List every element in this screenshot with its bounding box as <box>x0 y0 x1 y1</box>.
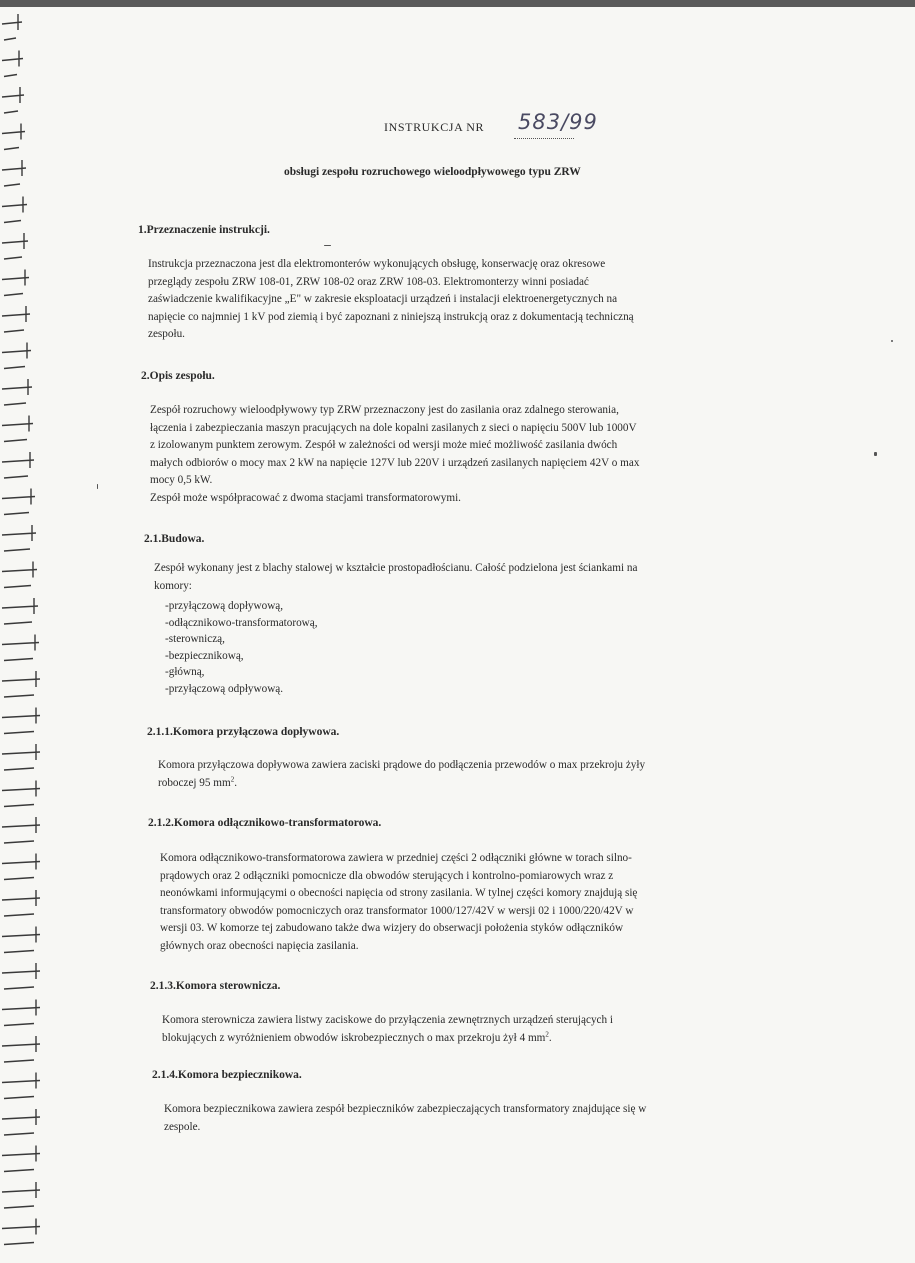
text-line: zespołu. <box>148 328 185 341</box>
paragraph-control-chamber <box>162 1012 613 1047</box>
text-line: wersji 03. W komorze tej zabudowano także dwa wizjery do obserwacji położenia styków odłączników <box>160 922 624 935</box>
scan-speck <box>874 452 877 456</box>
number-dotted-line <box>514 138 574 139</box>
text-fragment: roboczej 95 mm <box>158 776 231 789</box>
text-line: zespole. <box>164 1120 201 1133</box>
heading-supply-chamber: 2.1.1.Komora przyłączowa dopływowa. <box>147 726 340 738</box>
text-fragment: . <box>234 776 237 789</box>
text-line: Komora przyłączowa dopływowa zawiera zaciski prądowe do podłączenia przewodów o max przekroju żyły <box>158 759 646 771</box>
heading-control-chamber: 2.1.3.Komora sterownicza. <box>150 980 281 992</box>
paragraph-purpose <box>148 256 634 344</box>
paragraph-fuse-chamber <box>164 1101 646 1136</box>
chamber-list <box>165 598 318 698</box>
text-line: prądowych oraz 2 odłączniki pomocnicze dla obwodów sterujących i kontrolno-pomiarowych wraz z <box>160 869 614 882</box>
heading-description: 2.Opis zespołu. <box>141 370 215 382</box>
text-line: małych odbiorów o mocy max 2 kW na napięcie 127V lub 220V i urządzeń zasilanych napięciem 42V o max <box>150 456 640 469</box>
scan-speck <box>324 245 331 246</box>
list-item: -przyłączową dopływową, <box>165 600 284 612</box>
document-title <box>384 120 484 135</box>
text-fragment: . <box>548 1031 552 1044</box>
text-line: transformatory obwodów pomocniczych oraz transformator 1000/127/42V w wersji 02 i 1000/220/42V w <box>160 904 634 917</box>
handwritten-document-number: 583/99 <box>518 110 598 134</box>
text-line: Zespół wykonany jest z blachy stalowej w kształcie prostopadłościanu. Całość podzielona jest ściankami na <box>154 562 638 574</box>
list-item: -sterowniczą, <box>165 633 225 646</box>
text-line: komory: <box>154 579 192 592</box>
title-label: INSTRUKCJA NR <box>384 120 485 134</box>
text-fragment: blokujących z wyróżnieniem obwodów iskrobezpiecznych o max przekroju żył 4 mm <box>162 1031 546 1044</box>
paragraph-disconnector-chamber <box>160 850 637 956</box>
text-line: łączenia i zabezpieczania maszyn pracujących na dole kopalni zasilanych z sieci o napięciu 500V lub 1000V <box>150 421 637 434</box>
text-line: Zespół może współpracować z dwoma stacjami transformatorowymi. <box>150 491 461 504</box>
scan-speck <box>891 340 893 342</box>
text-line: przeglądy zespołu ZRW 108-01, ZRW 108-02 oraz ZRW 108-03. Elektromonterzy winni posiadać <box>148 275 589 288</box>
paragraph-description <box>150 402 639 508</box>
text-line: Komora sterownicza zawiera listwy zaciskowe do przyłączenia zewnętrznych urządzeń sterujących i <box>162 1014 614 1026</box>
text-line: Komora bezpiecznikowa zawiera zespół bezpieczników zabezpieczających transformatory znajdujące się w <box>164 1103 647 1115</box>
superscript: 2 <box>545 1029 549 1038</box>
text-line: zaświadczenie kwalifikacyjne „E" w zakresie eksploatacji urządzeń i instalacji elektroenergetycznych na <box>148 293 618 306</box>
text-line: mocy 0,5 kW. <box>150 474 213 487</box>
list-item: -główną, <box>165 666 205 679</box>
scan-speck <box>97 484 98 489</box>
heading-construction: 2.1.Budowa. <box>144 533 205 545</box>
document-subtitle: obsługi zespołu rozruchowego wieloodpływowego typu ZRW <box>284 166 581 178</box>
list-item: -odłącznikowo-transformatorową, <box>165 616 318 629</box>
text-line: głównych oraz obecności napięcia zasilania. <box>160 939 359 952</box>
heading-fuse-chamber: 2.1.4.Komora bezpiecznikowa. <box>152 1069 302 1081</box>
text-line: Instrukcja przeznaczona jest dla elektromonterów wykonujących obsługę, konserwację oraz okresowe <box>148 258 606 270</box>
heading-purpose: 1.Przeznaczenie instrukcji. <box>138 224 270 236</box>
text-line: z izolowanym punktem zerowym. Zespół w zależności od wersji może mieć możliwość zasilania dwóch <box>150 439 618 452</box>
list-item: -przyłączową odpływową. <box>165 682 284 695</box>
text-line: napięcie co najmniej 1 kV pod ziemią i być zapoznani z niniejszą instrukcją oraz z dokumentacją techniczną <box>148 310 634 323</box>
text-line: Komora odłącznikowo-transformatorowa zawiera w przedniej części 2 odłączniki główne w torach silno- <box>160 852 632 864</box>
list-item: -bezpiecznikową, <box>165 649 244 662</box>
text-line: neonówkami informującymi o obecności napięcia od strony zasilania. W tylnej części komory znajdują się <box>160 887 638 900</box>
text-line <box>162 1030 613 1048</box>
paragraph-construction <box>154 560 637 595</box>
superscript: 2 <box>230 774 235 783</box>
text-line <box>158 775 645 793</box>
paragraph-supply-chamber <box>158 757 645 792</box>
text-line: Zespół rozruchowy wieloodpływowy typ ZRW przeznaczony jest do zasilania oraz zdalnego sterowania, <box>150 404 619 416</box>
heading-disconnector-chamber: 2.1.2.Komora odłącznikowo-transformatorowa. <box>148 817 382 829</box>
